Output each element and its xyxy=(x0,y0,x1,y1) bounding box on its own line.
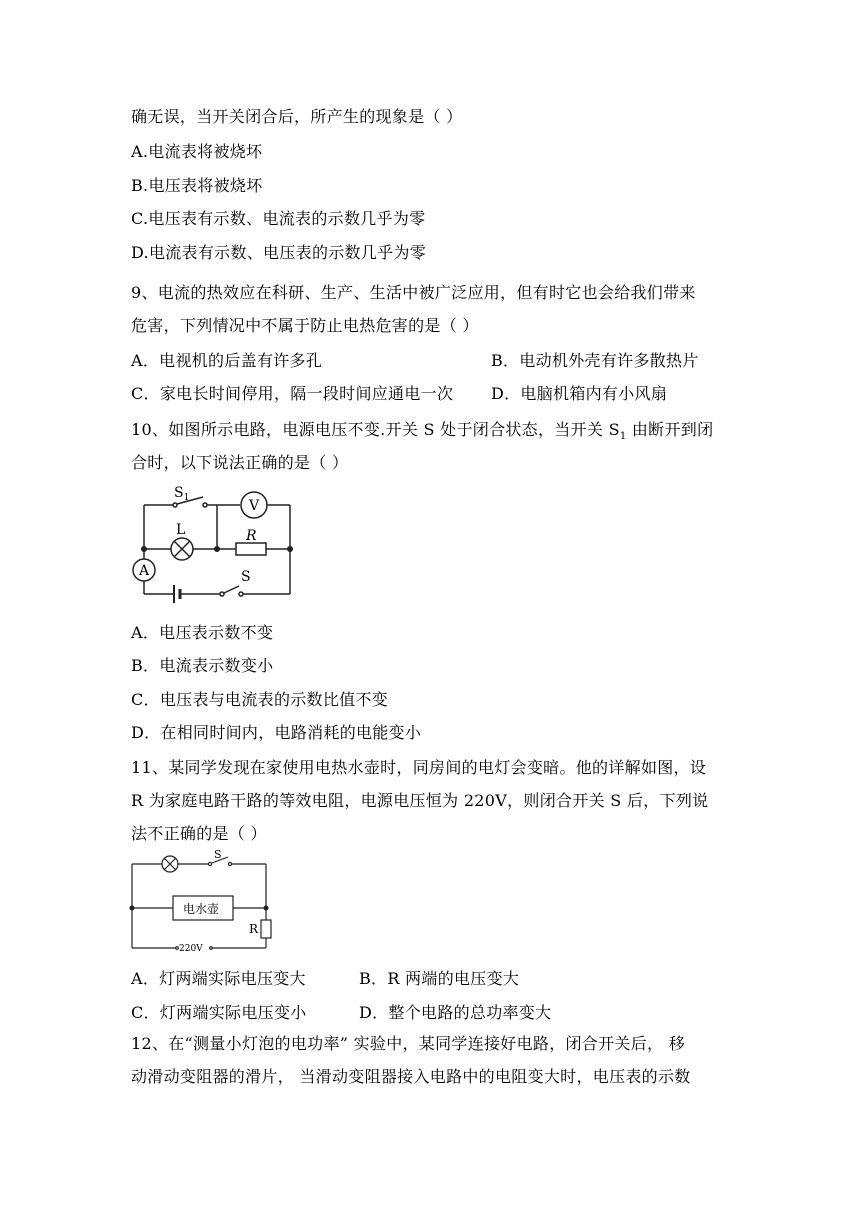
q10-option-d: D．在相同时间内，电路消耗的电能变小 xyxy=(131,723,422,742)
q10-option-a: A．电压表示数不变 xyxy=(131,623,274,642)
q11-option-c: C．灯两端实际电压变小 xyxy=(131,1003,307,1022)
q8-option-c: C.电压表有示数、电流表的示数几乎为零 xyxy=(131,209,426,228)
q11-stem-line3: 法不正确的是（ ） xyxy=(131,824,267,843)
resistor-label: R xyxy=(246,528,257,544)
q11-stem-line1: 11、某同学发现在家使用电热水壶时，同房间的电灯会变暗。他的详解如图，设 xyxy=(131,758,707,777)
q10-switch-label: S xyxy=(241,569,251,585)
q10-switch1-label: $S_1$ xyxy=(174,485,190,503)
q11-option-a: A．灯两端实际电压变大 xyxy=(131,969,306,988)
q11-option-d: D．整个电路的总功率变大 xyxy=(359,1003,552,1022)
q11-option-b: B．R 两端的电压变大 xyxy=(359,969,520,988)
voltage-label: 220V xyxy=(179,944,203,954)
q9-option-d: D．电脑机箱内有小风扇 xyxy=(491,384,668,403)
q10-stem-line2: 合时，以下说法正确的是（ ） xyxy=(131,453,349,472)
q10-option-b: B．电流表示数变小 xyxy=(131,656,274,675)
kettle-label: 电水壶 xyxy=(183,902,220,916)
q8-option-d: D.电流表有示数、电压表的示数几乎为零 xyxy=(131,243,427,262)
q12-stem-line1: 12、在“测量小灯泡的电功率” 实验中，某同学连接好电路，闭合开关后， 移 xyxy=(131,1034,685,1053)
q9-option-a: A．电视机的后盖有许多孔 xyxy=(131,351,323,370)
voltmeter-label: V xyxy=(249,498,260,514)
q8-option-b: B.电压表将被烧坏 xyxy=(131,176,263,195)
q10-stem-line1: 10、如图所示电路，电源电压不变.开关 S 处于闭合状态，当开关 $S_1$ 由断开到闭 xyxy=(131,420,714,443)
q10-circuit-diagram xyxy=(128,478,298,608)
q9-option-c: C．家电长时间停用，隔一段时间应通电一次 xyxy=(131,384,454,403)
q11-resistor-label: R xyxy=(249,922,259,936)
lamp-label: L xyxy=(176,522,186,538)
q9-stem-line1: 9、电流的热效应在科研、生产、生活中被广泛应用，但有时它也会给我们带来 xyxy=(131,283,696,302)
q12-stem-line2: 动滑动变阻器的滑片， 当滑动变阻器接入电路中的电阻变大时，电压表的示数 xyxy=(131,1067,691,1086)
ammeter-label: A xyxy=(139,563,150,579)
q8-stem: 确无误，当开关闭合后，所产生的现象是（ ） xyxy=(131,107,463,126)
q11-circuit-diagram xyxy=(128,848,278,960)
q11-switch-label: S xyxy=(214,848,222,861)
q8-option-a: A.电流表将被烧坏 xyxy=(131,142,263,161)
q9-option-b: B．电动机外壳有许多散热片 xyxy=(491,351,699,370)
q9-stem-line2: 危害，下列情况中不属于防止电热危害的是（ ） xyxy=(131,316,479,335)
q10-option-c: C．电压表与电流表的示数比值不变 xyxy=(131,690,389,709)
q11-stem-line2: R 为家庭电路干路的等效电阻，电源电压恒为 220V，则闭合开关 S 后，下列说 xyxy=(131,791,709,810)
